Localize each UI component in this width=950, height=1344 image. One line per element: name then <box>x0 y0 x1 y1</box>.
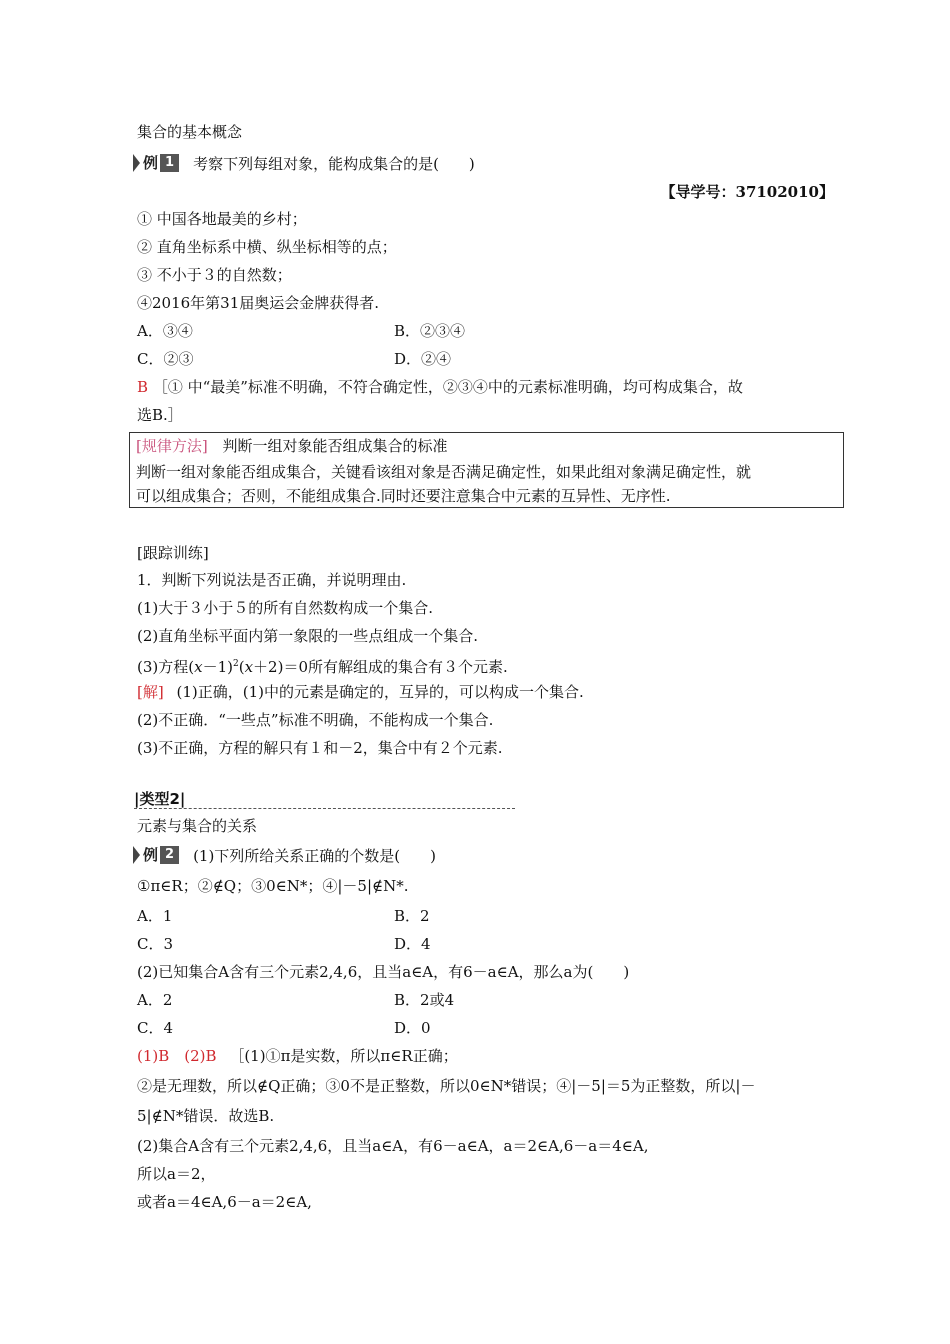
option-b: B．2或4 <box>394 991 455 1009</box>
solution-2: (2)不正确．“一些点”标准不明确，不能构成一个集合. <box>137 711 494 729</box>
option-a: A．1 <box>137 907 173 925</box>
var-x: x <box>194 658 203 676</box>
answer-line-2: 选B.］ <box>137 406 183 424</box>
item-2: ② 直角坐标系中横、纵坐标相等的点； <box>137 238 397 256</box>
type-title: 元素与集合的关系 <box>137 817 258 835</box>
item-3: ③ 不小于３的自然数； <box>137 266 292 284</box>
practice-q2: (2)直角坐标平面内第一象限的一些点组成一个集合. <box>137 627 479 645</box>
practice-q1: (1)大于３小于５的所有自然数构成一个集合. <box>137 599 434 617</box>
option-d: D．4 <box>394 935 431 953</box>
method-line-1: 判断一组对象能否组成集合，关键看该组对象是否满足确定性，如果此组对象满足确定性，就 <box>136 463 752 481</box>
option-b: B．②③④ <box>394 322 466 340</box>
answer-line-1 <box>137 1046 458 1066</box>
option-c: C．3 <box>137 935 174 953</box>
dashed-divider <box>134 808 515 809</box>
question-text: (1)下列所给关系正确的个数是( ) <box>193 847 437 865</box>
example-label: 例 <box>143 154 159 172</box>
example-label: 例 <box>143 846 159 864</box>
item-1: ① 中国各地最美的乡村； <box>137 210 307 228</box>
answer-line-5: 所以a＝2， <box>137 1165 216 1183</box>
solution-1 <box>137 682 584 702</box>
exponent: 2 <box>232 659 239 669</box>
answer-letter: B <box>137 378 149 396</box>
example-1-badge <box>133 154 179 172</box>
option-c: C．②③ <box>137 350 194 368</box>
answer-explanation: ［① 中“最美”标准不明确，不符合确定性，②③④中的元素标准明确，均可构成集合，故 <box>152 378 743 396</box>
triangle-icon <box>133 154 140 172</box>
example-1-question <box>133 154 475 174</box>
relations: ①π∈R；②∉Q；③0∈N*；④|－5|∉N*. <box>137 877 409 895</box>
method-title: 判断一组对象能否组成集合的标准 <box>222 437 448 455</box>
method-tag: [规律方法] <box>136 437 208 455</box>
q3-part-b: －1) <box>202 658 233 676</box>
practice-q3 <box>137 654 508 677</box>
answer-line-1 <box>137 377 743 397</box>
option-d: D．②④ <box>394 350 452 368</box>
type-header: |类型2| <box>134 790 186 808</box>
question-text: 考察下列每组对象，能构成集合的是( ) <box>193 155 475 173</box>
example-2-question <box>133 846 436 866</box>
option-c: C．4 <box>137 1019 174 1037</box>
q3-part-c: ( <box>238 658 245 676</box>
answer-text: ［(1)①π是实数，所以π∈R正确； <box>229 1047 458 1065</box>
method-line-2: 可以组成集合；否则，不能组成集合.同时还要注意集合中元素的互异性、无序性. <box>136 487 671 505</box>
answer-line-2: ②是无理数，所以∉Q正确；③0不是正整数，所以0∈N*错误；④|－5|＝5为正整数，所以|－ <box>137 1077 756 1095</box>
solution-text-1: (1)正确，(1)中的元素是确定的，互异的，可以构成一个集合. <box>176 683 584 701</box>
example-number: 2 <box>160 846 179 864</box>
q3-part-d: ＋2)＝0所有解组成的集合有３个元素. <box>253 658 508 676</box>
solution-tag: [解] <box>137 683 164 701</box>
answer-label: (1)B (2)B <box>137 1047 217 1065</box>
triangle-icon <box>133 846 140 864</box>
option-a: A．2 <box>137 991 173 1009</box>
question-2: (2)已知集合A含有三个元素2,4,6，且当a∈A，有6－a∈A，那么a为( ) <box>137 963 630 981</box>
practice-question: 1．判断下列说法是否正确，并说明理由. <box>137 571 407 589</box>
example-number: 1 <box>160 154 179 172</box>
practice-title: [跟踪训练] <box>137 544 209 562</box>
item-4: ④2016年第31届奥运会金牌获得者. <box>137 294 380 312</box>
section-title: 集合的基本概念 <box>137 123 243 141</box>
guide-number: 【导学号：37102010】 <box>660 183 834 201</box>
answer-line-6: 或者a＝4∈A,6－a＝2∈A, <box>137 1193 312 1211</box>
method-heading <box>136 436 448 456</box>
q3-part-a: (3)方程( <box>137 658 195 676</box>
option-b: B．2 <box>394 907 430 925</box>
answer-line-3: 5|∉N*错误．故选B. <box>137 1107 275 1125</box>
option-d: D．0 <box>394 1019 431 1037</box>
answer-line-4: (2)集合A含有三个元素2,4,6，且当a∈A，有6－a∈A，a＝2∈A,6－a＝4∈A, <box>137 1137 649 1155</box>
option-a: A．③④ <box>137 322 193 340</box>
solution-3: (3)不正确，方程的解只有１和－2，集合中有２个元素. <box>137 739 503 757</box>
var-x: x <box>244 658 254 676</box>
example-2-badge <box>133 846 179 864</box>
